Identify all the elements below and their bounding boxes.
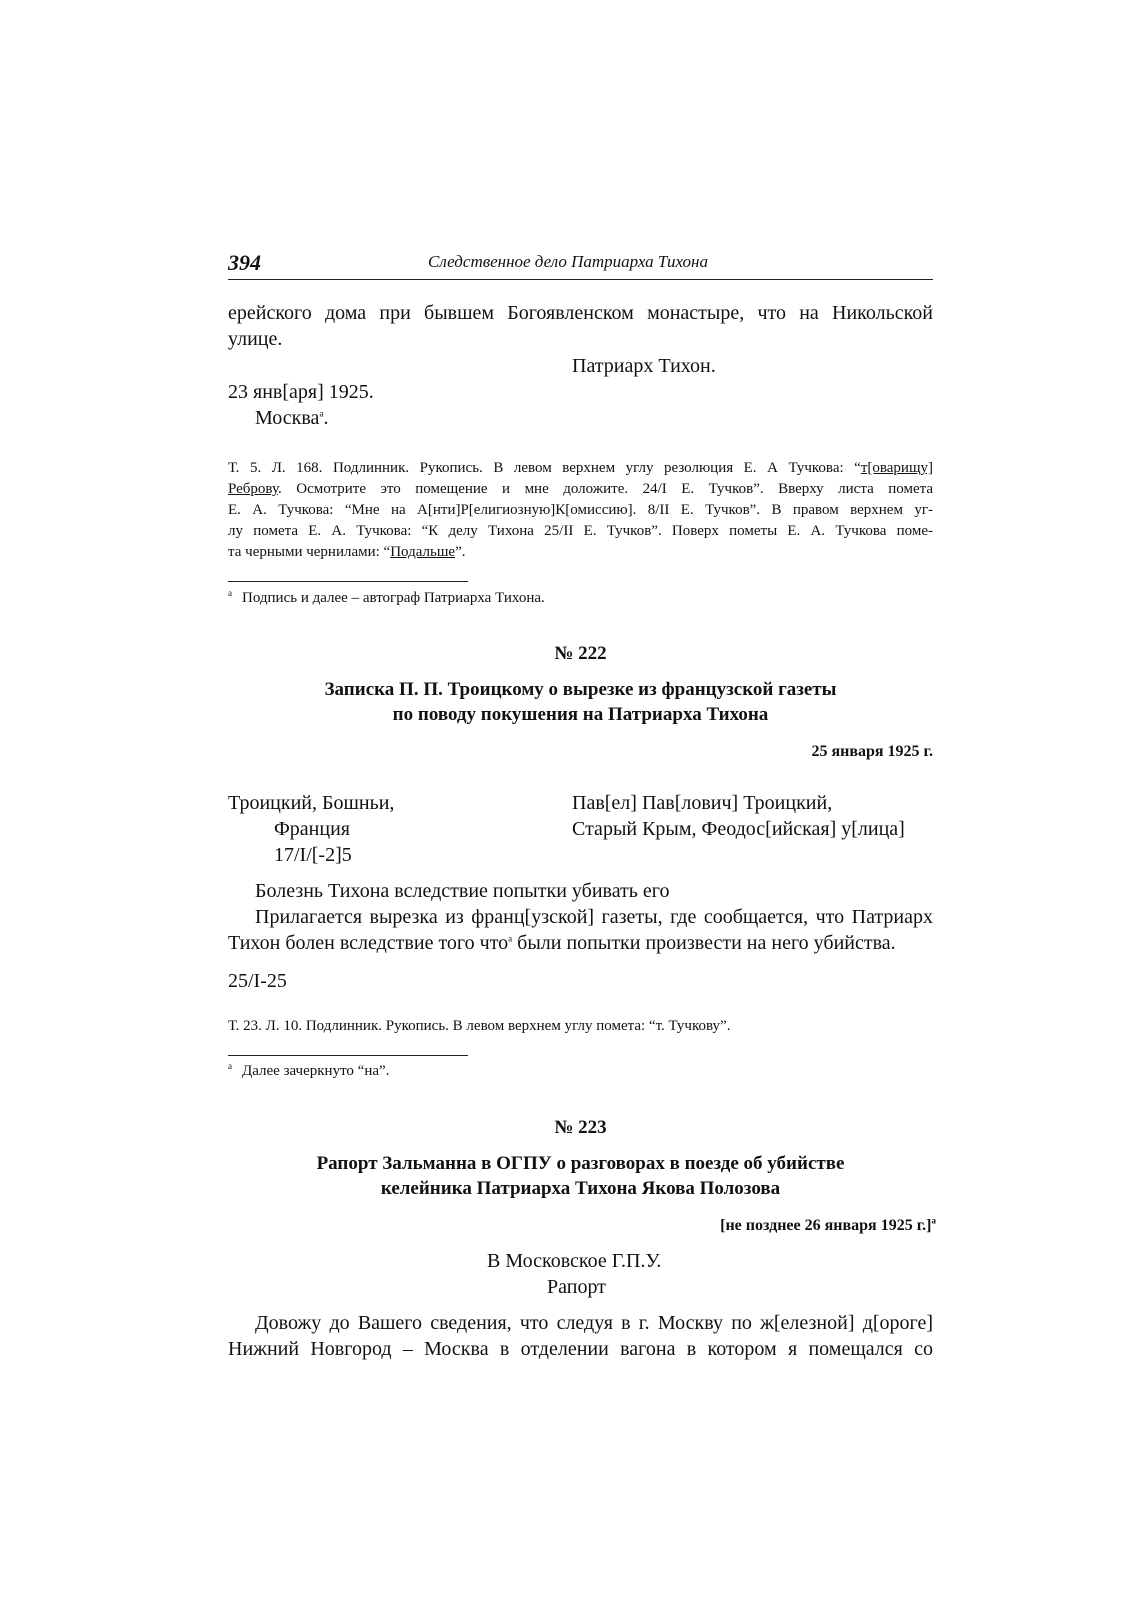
source-text: та черными чернилами: “ bbox=[228, 544, 391, 560]
doc223-title-line1: Рапорт Зальманна в ОГПУ о разговорах в поезде об убийстве bbox=[316, 1153, 845, 1174]
doc222-paragraph2-line1: Прилагается вырезка из франц[узской] газеты, где сообщается, что Патриарх bbox=[255, 906, 933, 928]
doc222-source: Т. 23. Л. 10. Подлинник. Рукопись. В левом верхнем углу помета: “т. Тучкову”. bbox=[228, 1018, 731, 1034]
doc221-place: Москва$^а$. bbox=[255, 407, 329, 429]
doc222-paragraph1: Болезнь Тихона вследствие попытки убивать его bbox=[255, 880, 670, 902]
doc221-line2: улице. bbox=[228, 328, 283, 350]
doc222-title-line2: по поводу покушения на Патриарха Тихона bbox=[392, 704, 769, 725]
date-text: [не позднее 26 января 1925 г.] bbox=[720, 1217, 932, 1234]
doc222-recipient-line1: Пав[ел] Пав[лович] Троицкий, bbox=[572, 792, 833, 814]
footnote-text: Далее зачеркнуто “на”. bbox=[242, 1063, 390, 1079]
doc221-line1: ерейского дома при бывшем Богоявленском монастыре, что на Никольской bbox=[228, 302, 933, 324]
doc221-footnote bbox=[228, 588, 545, 609]
source-text: Т. 5. Л. 168. Подлинник. Рукопись. В левом верхнем углу резолюция Е. А Тучкова: “ bbox=[228, 460, 861, 476]
footnote-marker: а bbox=[508, 933, 513, 944]
doc223-addressee: В Московское Г.П.У. bbox=[487, 1250, 662, 1272]
doc222-title-line1: Записка П. П. Троицкому о вырезке из французской газеты bbox=[324, 679, 837, 700]
footnote-marker: а bbox=[319, 408, 324, 419]
footnote-marker: а bbox=[228, 588, 232, 598]
footnote-rule bbox=[228, 1055, 468, 1056]
doc222-recipient-line2: Старый Крым, Феодос[ийская] у[лица] bbox=[572, 818, 905, 840]
page-number: 394 bbox=[228, 250, 261, 275]
source-underlined: т[оварищу] bbox=[860, 460, 933, 476]
doc221-source-line4: лу помета Е. А. Тучкова: “К делу Тихона 25/II Е. Тучков”. Поверх пометы Е. А. Тучкова поме- bbox=[228, 523, 933, 539]
doc221-source-line1 bbox=[228, 458, 933, 479]
doc222-closing-date: 25/I-25 bbox=[228, 970, 287, 992]
doc223-doc-type: Рапорт bbox=[547, 1276, 606, 1298]
footnote-marker: а bbox=[931, 1215, 936, 1226]
doc221-signature: Патриарх Тихон. bbox=[572, 355, 716, 377]
body-text: Тихон болен вследствие того что bbox=[228, 932, 509, 954]
doc221-source-line3: Е. А. Тучкова: “Мне на А[нти]Р[елигиозную]К[омиссию]. 8/II Е. Тучков”. В правом верхнем уг- bbox=[228, 502, 933, 518]
doc222-date: 25 января 1925 г. bbox=[811, 743, 933, 760]
doc222-number: № 222 bbox=[554, 643, 607, 664]
doc222-sender-line3: 17/I/[-2]5 bbox=[274, 844, 352, 866]
source-text: ”. bbox=[455, 544, 466, 560]
footnote-marker: а bbox=[228, 1061, 232, 1071]
doc223-date bbox=[720, 1217, 936, 1235]
doc222-footnote bbox=[228, 1061, 389, 1082]
running-title: Следственное дело Патриарха Тихона bbox=[428, 252, 708, 271]
doc222-sender-line2: Франция bbox=[274, 818, 350, 840]
doc222-sender-line1: Троицкий, Бошньи, bbox=[228, 792, 395, 814]
doc221-source-line5 bbox=[228, 542, 466, 563]
body-text: были попытки произвести на него убийства. bbox=[512, 932, 896, 954]
source-text: . Осмотрите это помещение и мне доложите. 24/I Е. Тучков”. Вверху листа помета bbox=[278, 481, 933, 497]
doc221-date: 23 янв[аря] 1925. bbox=[228, 381, 374, 403]
doc223-title-line2: келейника Патриарха Тихона Якова Полозова bbox=[380, 1178, 781, 1199]
doc221-place-text: Москва bbox=[255, 407, 320, 429]
doc221-source-line2 bbox=[228, 479, 933, 500]
footnote-rule bbox=[228, 581, 468, 582]
doc223-paragraph1-line1: Довожу до Вашего сведения, что следуя в г. Москву по ж[елезной] д[ороге] bbox=[255, 1312, 933, 1334]
header-rule bbox=[228, 279, 933, 280]
doc222-paragraph2-line2 bbox=[228, 930, 896, 956]
source-underlined: Реброву bbox=[228, 481, 279, 497]
source-underlined: Подальше bbox=[390, 544, 456, 560]
footnote-text: Подпись и далее – автограф Патриарха Тихона. bbox=[242, 590, 545, 606]
doc223-number: № 223 bbox=[554, 1117, 607, 1138]
doc223-paragraph1-line2: Нижний Новгород – Москва в отделении вагона в котором я помещался со bbox=[228, 1338, 933, 1360]
